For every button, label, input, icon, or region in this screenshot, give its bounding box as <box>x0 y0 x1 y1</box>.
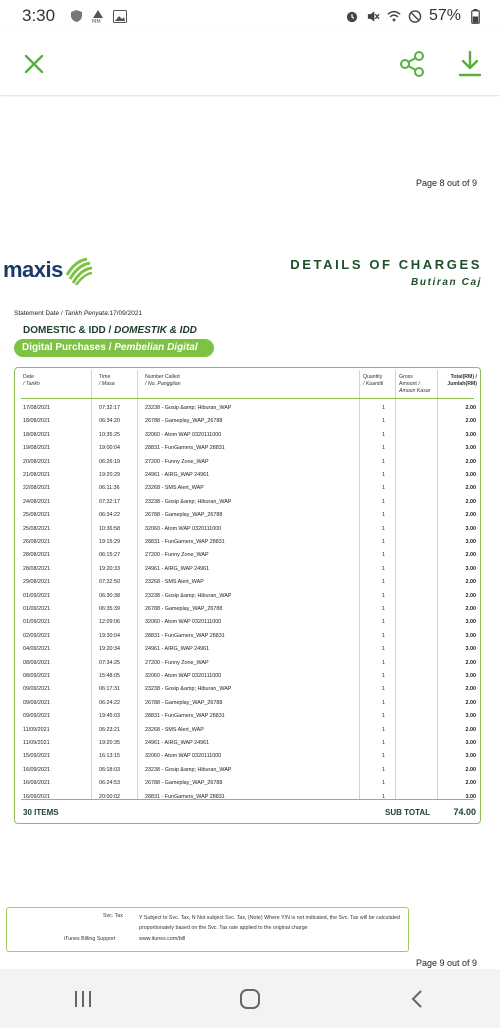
app-toolbar <box>0 32 500 96</box>
row-quantity: 1 <box>382 431 385 438</box>
row-total: 2.00 <box>465 659 476 666</box>
alarm-icon <box>345 9 359 23</box>
share-button[interactable] <box>394 46 430 82</box>
row-date: 09/09/2021 <box>23 699 50 706</box>
table-row <box>15 630 482 643</box>
row-quantity: 1 <box>382 592 385 599</box>
navigation-bar <box>0 969 500 1028</box>
row-number-called: 23238 - Gosip &amp; Hiburan_WAP <box>145 592 232 599</box>
row-time: 10:36:58 <box>99 525 120 532</box>
row-date: 02/09/2021 <box>23 632 50 639</box>
row-number-called: 24961 - AIRG_WAP 24961 <box>145 565 210 572</box>
row-number-called: 23268 - SMS Alert_WAP <box>145 726 204 733</box>
table-row <box>15 496 482 509</box>
row-total: 3.00 <box>465 525 476 532</box>
row-time: 19:00:04 <box>99 445 120 452</box>
row-quantity: 1 <box>382 485 385 492</box>
row-total: 3.00 <box>465 472 476 478</box>
row-quantity: 1 <box>382 606 385 612</box>
table-row <box>15 737 482 750</box>
share-icon <box>398 50 426 78</box>
row-time: 06:34:20 <box>99 418 120 425</box>
row-total: 3.00 <box>465 673 476 679</box>
row-time: 06:11:36 <box>99 485 120 492</box>
image-icon <box>113 9 127 23</box>
carrier-mm-icon <box>91 9 105 23</box>
row-date: 08/09/2021 <box>23 659 50 666</box>
table-row <box>15 670 482 683</box>
table-row <box>15 563 482 576</box>
header-divider <box>21 398 474 399</box>
status-bar <box>0 0 500 32</box>
row-time: 16:13:15 <box>99 753 120 760</box>
table-row <box>15 750 482 763</box>
row-date: 17/08/2021 <box>23 405 50 411</box>
statement-date: Statement Date / Tarikh Penyata:17/09/2021 <box>14 310 143 317</box>
row-total: 2.00 <box>465 766 476 773</box>
table-row <box>15 683 482 696</box>
page-indicator-bottom: Page 9 out of 9 <box>416 958 478 968</box>
section-heading: DOMESTIC & IDD / DOMESTIK & IDD <box>23 325 197 336</box>
row-quantity: 1 <box>382 699 385 706</box>
row-number-called: 23268 - SMS Alert_WAP <box>145 579 204 586</box>
row-time: 20:00:02 <box>99 793 120 800</box>
row-quantity: 1 <box>382 740 385 746</box>
row-time: 06:15:27 <box>99 552 120 559</box>
row-total: 3.00 <box>465 713 476 720</box>
row-time: 07:32:17 <box>99 405 120 411</box>
header-quantity: Quantity / Kuantiti <box>363 374 384 387</box>
table-row <box>15 536 482 549</box>
battery-icon <box>468 9 482 23</box>
row-date: 01/09/2021 <box>23 592 50 599</box>
document-viewer[interactable] <box>0 97 500 969</box>
row-date: 11/09/2021 <box>23 726 50 733</box>
header-total: Total(RM) / Jumlah(RM) <box>447 374 477 387</box>
status-time: 3:30 <box>22 6 56 25</box>
row-quantity: 1 <box>382 525 385 532</box>
row-date: 21/08/2021 <box>23 472 50 478</box>
header-gross-amount: Gross Amount / Amoun Kasar <box>399 374 431 394</box>
header-number-called: Number Called / No. Panggilan <box>145 374 181 387</box>
row-time: 12:09:06 <box>99 619 120 626</box>
page-indicator-top: Page 8 out of 9 <box>416 178 478 188</box>
table-row <box>15 482 482 495</box>
title-malay: Butiran Caj <box>411 277 482 288</box>
row-total: 2.00 <box>465 498 476 505</box>
category-pill: Digital Purchases / Pembelian Digital <box>14 339 214 357</box>
row-time: 19:20:29 <box>99 472 120 478</box>
row-number-called: 28831 - FunGamers_WAP 28831 <box>145 539 225 545</box>
wifi-icon <box>387 9 401 23</box>
row-total: 2.00 <box>465 485 476 492</box>
row-number-called: 32060 - Atom WAP 0320111000 <box>145 619 222 626</box>
row-quantity: 1 <box>382 445 385 452</box>
row-date: 18/08/2021 <box>23 418 50 425</box>
table-row <box>15 710 482 723</box>
row-time: 06:35:39 <box>99 606 120 612</box>
row-total: 3.00 <box>465 740 476 746</box>
row-time: 19:20:34 <box>99 646 120 653</box>
row-total: 2.00 <box>465 552 476 559</box>
row-date: 22/08/2021 <box>23 485 50 492</box>
row-total: 2.00 <box>465 418 476 425</box>
row-quantity: 1 <box>382 780 385 787</box>
row-quantity: 1 <box>382 766 385 773</box>
table-row <box>15 657 482 670</box>
row-quantity: 1 <box>382 418 385 425</box>
table-row <box>15 549 482 562</box>
row-total: 3.00 <box>465 431 476 438</box>
table-row <box>15 429 482 442</box>
row-total: 3.00 <box>465 793 476 800</box>
row-time: 06:26:19 <box>99 458 120 465</box>
row-number-called: 26788 - Gameplay_WAP_26788 <box>145 418 223 425</box>
row-total: 3.00 <box>465 646 476 653</box>
row-time: 06:23:21 <box>99 726 120 733</box>
row-number-called: 27200 - Funny Zone_WAP <box>145 659 209 666</box>
itunes-billing-link[interactable]: www.itunes.com/bill <box>139 936 186 942</box>
row-date: 09/09/2021 <box>23 713 50 720</box>
table-row <box>15 590 482 603</box>
row-number-called: 23238 - Gosip &amp; Hiburan_WAP <box>145 766 232 773</box>
row-total: 2.00 <box>465 579 476 586</box>
document-title <box>290 257 482 288</box>
row-time: 19:45:03 <box>99 713 120 720</box>
download-button[interactable] <box>452 46 488 82</box>
row-date: 04/09/2021 <box>23 646 50 653</box>
row-quantity: 1 <box>382 632 385 639</box>
row-quantity: 1 <box>382 793 385 800</box>
row-total: 3.00 <box>465 632 476 639</box>
row-quantity: 1 <box>382 726 385 733</box>
home-icon <box>239 988 261 1010</box>
row-time: 06:18:03 <box>99 766 120 773</box>
row-quantity: 1 <box>382 659 385 666</box>
table-row <box>15 442 482 455</box>
row-quantity: 1 <box>382 646 385 653</box>
table-row <box>15 777 482 790</box>
header-date: Date / Tarikh <box>23 374 40 387</box>
table-row <box>15 697 482 710</box>
row-number-called: 27200 - Funny Zone_WAP <box>145 458 209 465</box>
row-number-called: 28831 - FunGamers_WAP 28831 <box>145 632 225 639</box>
table-row <box>15 415 482 428</box>
row-quantity: 1 <box>382 472 385 478</box>
recent-apps-button[interactable] <box>63 979 103 1019</box>
row-quantity: 1 <box>382 565 385 572</box>
home-button[interactable] <box>230 979 270 1019</box>
row-number-called: 26788 - Gameplay_WAP_26788 <box>145 606 223 612</box>
row-time: 07:32:17 <box>99 498 120 505</box>
row-number-called: 32060 - Atom WAP 0320111000 <box>145 525 222 532</box>
row-number-called: 32060 - Atom WAP 0320111000 <box>145 431 222 438</box>
row-number-called: 27200 - Funny Zone_WAP <box>145 552 209 559</box>
table-row <box>15 791 482 804</box>
row-date: 16/09/2021 <box>23 780 50 787</box>
row-quantity: 1 <box>382 579 385 586</box>
row-time: 07:34:25 <box>99 659 120 666</box>
row-date: 20/08/2021 <box>23 458 50 465</box>
table-row <box>15 509 482 522</box>
maxis-logo: maxis <box>3 255 93 285</box>
row-date: 25/08/2021 <box>23 525 50 532</box>
row-total: 3.00 <box>465 565 476 572</box>
row-total: 2.00 <box>465 405 476 411</box>
row-total: 2.00 <box>465 458 476 465</box>
row-number-called: 23268 - SMS Alert_WAP <box>145 485 204 492</box>
sub-total-value: 74.00 <box>453 807 476 817</box>
row-time: 06:30:38 <box>99 592 120 599</box>
svc-tax-label: Svc. Tax <box>103 913 123 919</box>
row-number-called: 26788 - Gameplay_WAP_26788 <box>145 699 223 706</box>
row-quantity: 1 <box>382 498 385 505</box>
table-row <box>15 603 482 616</box>
itunes-billing-label: iTunes Billing Support <box>64 936 116 942</box>
row-quantity: 1 <box>382 753 385 760</box>
do-not-disturb-icon <box>408 9 422 23</box>
row-total: 3.00 <box>465 753 476 760</box>
row-number-called: 32060 - Atom WAP 0320111000 <box>145 753 222 760</box>
table-row <box>15 643 482 656</box>
row-number-called: 23238 - Gosip &amp; Hiburan_WAP <box>145 405 232 411</box>
row-time: 19:20:35 <box>99 740 120 746</box>
mute-icon <box>366 9 380 23</box>
row-number-called: 32060 - Atom WAP 0320111000 <box>145 673 222 679</box>
row-number-called: 23238 - Gosip &amp; Hiburan_WAP <box>145 498 232 505</box>
row-number-called: 28831 - FunGamers_WAP 28831 <box>145 793 225 800</box>
row-date: 16/09/2021 <box>23 793 50 800</box>
svg-text:MM: MM <box>92 18 101 23</box>
table-row <box>15 764 482 777</box>
row-number-called: 26788 - Gameplay_WAP_26788 <box>145 780 223 787</box>
row-quantity: 1 <box>382 458 385 465</box>
row-time: 06:34:22 <box>99 512 120 519</box>
row-number-called: 24961 - AIRG_WAP 24961 <box>145 472 210 478</box>
row-date: 01/09/2021 <box>23 619 50 626</box>
recent-apps-icon <box>73 990 93 1008</box>
row-number-called: 24961 - AIRG_WAP 24961 <box>145 740 210 746</box>
row-total: 2.00 <box>465 726 476 733</box>
table-row <box>15 456 482 469</box>
row-number-called: 23238 - Gosip &amp; Hiburan_WAP <box>145 686 232 693</box>
table-row <box>15 724 482 737</box>
row-date: 01/09/2021 <box>23 606 50 612</box>
close-button[interactable] <box>16 46 52 82</box>
row-total: 2.00 <box>465 512 476 519</box>
table-row <box>15 523 482 536</box>
table-row <box>15 402 482 415</box>
items-count: 30 ITEMS <box>23 808 59 817</box>
battery-percent: 57% <box>428 7 461 24</box>
row-time: 19:15:29 <box>99 539 120 545</box>
back-icon <box>410 989 424 1009</box>
row-quantity: 1 <box>382 405 385 411</box>
row-total: 3.00 <box>465 619 476 626</box>
row-number-called: 28831 - FunGamers_WAP 28831 <box>145 445 225 452</box>
row-time: 06:24:22 <box>99 699 120 706</box>
row-quantity: 1 <box>382 686 385 693</box>
row-quantity: 1 <box>382 619 385 626</box>
table-row <box>15 469 482 482</box>
row-time: 19:30:04 <box>99 632 120 639</box>
row-date: 18/08/2021 <box>23 431 50 438</box>
row-date: 19/08/2021 <box>23 445 50 452</box>
title-english: DETAILS OF CHARGES <box>290 257 482 272</box>
table-row <box>15 576 482 589</box>
row-date: 26/08/2021 <box>23 539 50 545</box>
row-number-called: 26788 - Gameplay_WAP_26788 <box>145 512 223 519</box>
row-time: 06:17:31 <box>99 686 120 693</box>
maxis-wave-icon <box>63 255 93 285</box>
row-time: 10:35:25 <box>99 431 120 438</box>
shield-icon <box>69 9 83 23</box>
row-date: 24/08/2021 <box>23 498 50 505</box>
download-icon <box>457 50 483 78</box>
row-date: 28/08/2021 <box>23 552 50 559</box>
header-time: Time / Masa <box>99 374 115 387</box>
back-button[interactable] <box>397 979 437 1019</box>
row-total: 2.00 <box>465 699 476 706</box>
row-date: 08/09/2021 <box>23 673 50 679</box>
row-time: 19:20:33 <box>99 565 120 572</box>
table-row <box>15 616 482 629</box>
row-total: 3.00 <box>465 445 476 452</box>
row-time: 07:32:50 <box>99 579 120 586</box>
row-date: 28/08/2021 <box>23 565 50 572</box>
svc-tax-text: Y Subject to Svc. Tax, N Not subject Svc. Tax, (Note) Where Y/N is not indicated, the Svc. Tax will be calculated proportionately based on the Svc. Tax rate applied to the original charge <box>139 915 400 931</box>
row-quantity: 1 <box>382 673 385 679</box>
row-date: 09/09/2021 <box>23 686 50 693</box>
row-total: 2.00 <box>465 592 476 599</box>
row-date: 11/09/2021 <box>23 740 50 746</box>
sub-total-label: SUB TOTAL <box>385 808 431 817</box>
row-date: 29/08/2021 <box>23 579 50 586</box>
row-quantity: 1 <box>382 512 385 519</box>
row-quantity: 1 <box>382 713 385 720</box>
row-number-called: 28831 - FunGamers_WAP 28831 <box>145 713 225 720</box>
charges-table <box>14 367 481 824</box>
row-total: 2.00 <box>465 606 476 612</box>
row-date: 16/09/2021 <box>23 766 50 773</box>
row-date: 25/08/2021 <box>23 512 50 519</box>
row-total: 2.00 <box>465 686 476 693</box>
row-total: 2.00 <box>465 780 476 787</box>
row-quantity: 1 <box>382 552 385 559</box>
row-number-called: 24961 - AIRG_WAP 24961 <box>145 646 210 653</box>
row-total: 3.00 <box>465 539 476 545</box>
row-quantity: 1 <box>382 539 385 545</box>
close-icon <box>23 53 45 75</box>
row-time: 15:48:05 <box>99 673 120 679</box>
row-date: 15/09/2021 <box>23 753 50 760</box>
row-time: 06:24:53 <box>99 780 120 787</box>
notes-box <box>6 907 409 952</box>
